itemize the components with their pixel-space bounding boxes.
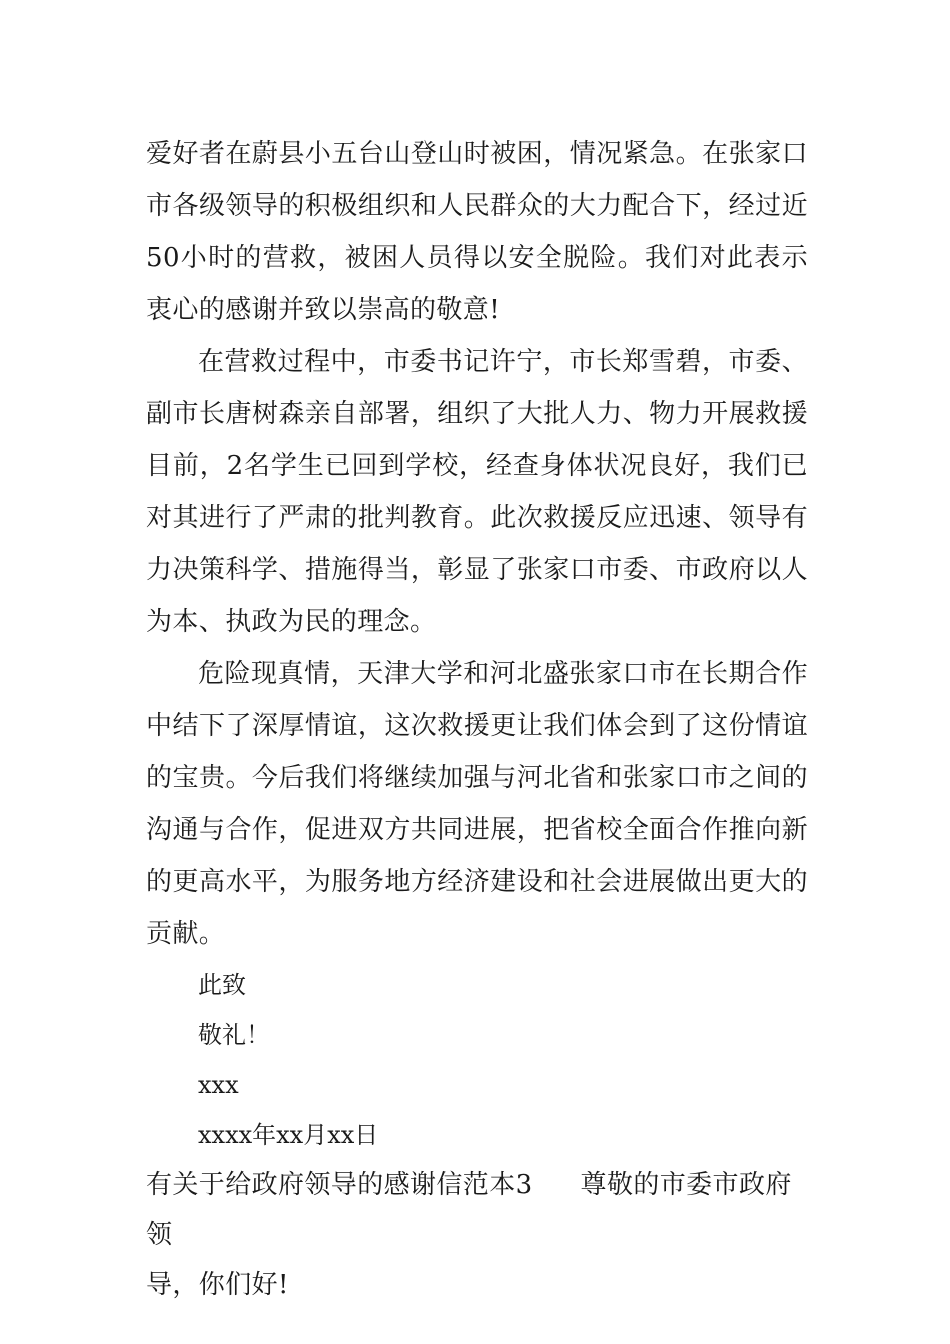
- signature: xxx: [198, 1071, 239, 1099]
- paragraph-rescue-process: 在营救过程中，市委书记许宁，市长郑雪碧，市委、副市长唐树森亲自部署，组织了大批人力、物力开展救援目前，2名学生已回到学校，经查身体状况良好，我们已对其进行了严肃的批判教育。此次救援反应迅速、领导有力决策科学、措施得当，彰显了张家口市委、市政府以人为本、执政为民的理念。: [146, 347, 808, 637]
- section-title: 有关于给政府领导的感谢信范本3: [146, 1170, 533, 1200]
- closing-respect: 敬礼！: [198, 1021, 270, 1049]
- paragraph-rescue-summary: 爱好者在蔚县小五台山登山时被困，情况紧急。在张家口市各级领导的积极组织和人民群众的大力配合下，经过近50小时的营救，被困人员得以安全脱险。我们对此表示衷心的感谢并致以崇高的敬意!: [146, 139, 808, 325]
- greeting-continuation: 导，你们好!: [146, 1270, 289, 1300]
- greeting-start: 尊敬的市委市政府领: [146, 1170, 792, 1250]
- closing-salutation: 此致: [198, 971, 246, 999]
- next-section-heading: [146, 1160, 808, 1260]
- paragraph-cooperation: 危险现真情，天津大学和河北盛张家口市在长期合作中结下了深厚情谊，这次救援更让我们体会到了这份情谊的宝贵。今后我们将继续加强与河北省和张家口市之间的沟通与合作，促进双方共同进展，把省校全面合作推向新的更高水平，为服务地方经济建设和社会进展做出更大的贡献。: [146, 659, 808, 949]
- letter-body: [146, 128, 808, 1310]
- letter-date: xxxx年xx月xx日: [198, 1121, 379, 1149]
